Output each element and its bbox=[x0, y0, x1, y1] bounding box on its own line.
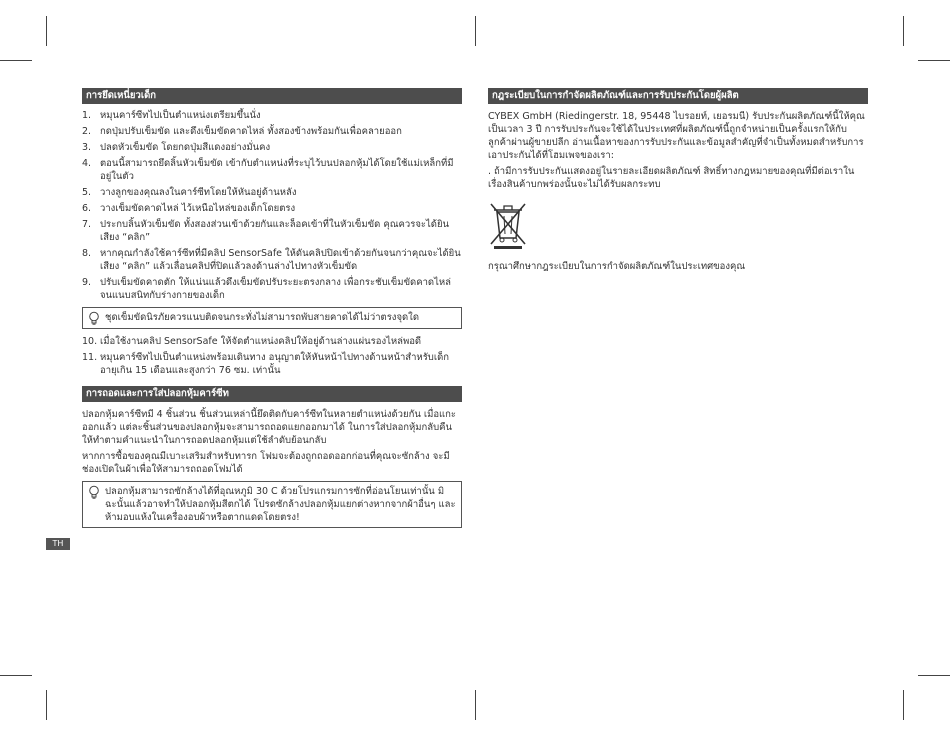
crop-mark bbox=[918, 60, 950, 61]
crop-mark bbox=[46, 16, 47, 46]
crop-mark bbox=[475, 690, 476, 720]
step-text: เมื่อใช้งานคลิป SensorSafe ให้จัดตำแหน่งคลิปให้อยู่ด้านล่างแผ่นรองไหล่พอดี bbox=[100, 336, 422, 347]
step-number: 11. bbox=[82, 352, 98, 363]
step-number: 2. bbox=[82, 126, 92, 137]
step-text: หมุนคาร์ซีทไปเป็นตำแหน่งพร้อมเดินทาง อนุญาตให้หันหน้าไปทางด้านหน้าสำหรับเด็กอายุเกิน 15 เดือนและสูงกว่า 76 ซม. เท่านั้น bbox=[100, 352, 449, 376]
list-item bbox=[82, 186, 462, 199]
warranty-paragraph: CYBEX GmbH (Riedingerstr. 18, 95448 ไบรอยท์, เยอรมนี) รับประกันผลิตภัณฑ์นี้ให้คุณเป็นเวลา 3 ปี การรับประกันจะใช้ได้ในประเทศที่ผลิตภัณฑ์นี้ถูกจำหน่ายเป็นครั้งแรกให้กับลูกค้าผ่านผู้ขายปลีก อ่านเนื้อหาของการรับประกันและข้อมูลสำคัญที่จำเป็นทั้งหมดสำหรับการเอาประกันได้ที่โฮมเพจของเรา: bbox=[488, 111, 865, 161]
section-heading-disposal-warranty: กฎระเบียบในการกำจัดผลิตภัณฑ์และการรับประกันโดยผู้ผลิต bbox=[488, 88, 868, 104]
step-text: กดปุ่มปรับเข็มขัด และดึงเข็มขัดคาดไหล่ ทั้งสองข้างพร้อมกันเพื่อคลายออก bbox=[100, 126, 402, 137]
step-text: ตอนนี้สามารถยึดลิ้นหัวเข็มขัด เข้ากับตำแหน่งที่ระบุไว้บนปลอกหุ้มได้โดยใช้แม่เหล็กที่มีอยู่ในตัว bbox=[100, 158, 454, 182]
list-item bbox=[82, 141, 462, 154]
note-box bbox=[82, 307, 462, 329]
list-item bbox=[82, 335, 462, 348]
crop-mark bbox=[475, 16, 476, 46]
section-heading-child-restraint: การยึดเหนี่ยวเด็ก bbox=[82, 88, 462, 104]
note-box-washing bbox=[82, 481, 462, 528]
list-item bbox=[82, 218, 462, 244]
note-text: ชุดเข็มขัดนิรภัยควรแนบติดจนกระทั่งไม่สามารถพับสายคาดได้ไม่ว่าตรงจุดใด bbox=[105, 312, 419, 323]
crop-mark bbox=[46, 690, 47, 720]
step-text: วางเข็มขัดคาดไหล่ ไว้เหนือไหล่ของเด็กโดยตรง bbox=[100, 203, 296, 214]
step-number: 5. bbox=[82, 187, 92, 198]
warranty-rights-paragraph: . ถ้ามีการรับประกันแสดงอยู่ในรายละเอียดผลิตภัณฑ์ สิทธิ์ทางกฎหมายของคุณที่มีต่อเราในเรื่องสินค้าบกพร่องนั้นจะไม่ได้รับผลกระทบ bbox=[488, 166, 855, 190]
list-item bbox=[82, 109, 462, 122]
cover-paragraph-2: หากการซื้อของคุณมีเบาะเสริมสำหรับทารก โฟมจะต้องถูกถอดออกก่อนที่คุณจะซักล้าง จะมีช่องเปิดในผ้าเพื่อให้สามารถถอดโฟมได้ bbox=[82, 451, 450, 475]
language-tab: TH bbox=[46, 538, 70, 550]
step-number: 7. bbox=[82, 219, 92, 230]
step-text: หมุนคาร์ซีทไปเป็นตำแหน่งเตรียมขึ้นนั่ง bbox=[100, 110, 261, 121]
left-column bbox=[82, 88, 462, 534]
list-item bbox=[82, 125, 462, 138]
list-item bbox=[82, 351, 462, 377]
step-text: ปรับเข็มขัดคาดตัก ให้แน่นแล้วดึงเข็มขัดปรับระยะตรงกลาง เพื่อกระชับเข็มขัดคาดไหล่ จนแนบสนิทกับร่างกายของเด็ก bbox=[100, 277, 451, 301]
step-number: 3. bbox=[82, 142, 92, 153]
step-number: 4. bbox=[82, 158, 92, 169]
step-text: ปลดหัวเข็มขัด โดยกดปุ่มสีแดงอย่างมั่นคง bbox=[100, 142, 271, 153]
cover-paragraph-1: ปลอกหุ้มคาร์ซีทมี 4 ชิ้นส่วน ชิ้นส่วนเหล่านี้ยึดติดกับคาร์ซีทในหลายตำแหน่งด้วยกัน เมื่อแกะออกแล้ว แต่ละชิ้นส่วนของปลอกหุ้มจะสามารถถอดแยกออกมาได้ ในการใส่ปลอกหุ้มกลับคืน ให้ทำตามคำแนะนำในการถอดปลอกหุ้มแต่ใช้ลำดับย้อนกลับ bbox=[82, 409, 457, 446]
crossed-out-bin-icon bbox=[488, 200, 528, 250]
lightbulb-icon bbox=[87, 311, 101, 325]
step-text: ประกบลิ้นหัวเข็มขัด ทั้งสองส่วนเข้าด้วยกันและล็อคเข้าที่ในหัวเข็มขัด คุณควรจะได้ยินเสียง “คลิก” bbox=[100, 219, 449, 243]
step-number: 8. bbox=[82, 248, 92, 259]
crop-mark bbox=[0, 60, 32, 61]
steps-list bbox=[82, 109, 462, 302]
step-number: 9. bbox=[82, 277, 92, 288]
lightbulb-icon bbox=[87, 485, 101, 499]
step-text: วางลูกของคุณลงในคาร์ซีทโดยให้หันอยู่ด้านหลัง bbox=[100, 187, 297, 198]
list-item bbox=[82, 247, 462, 273]
step-number: 6. bbox=[82, 203, 92, 214]
crop-mark bbox=[903, 690, 904, 720]
step-text: หากคุณกำลังใช้คาร์ซีทที่มีคลิป SensorSafe ให้ดันคลิปปิดเข้าด้วยกันจนกว่าคุณจะได้ยินเสียง “คลิก” แล้วเลื่อนคลิปที่ปิดแล้วลงด้านล่างไปทางหัวเข็มขัด bbox=[100, 248, 461, 272]
crop-mark bbox=[918, 675, 950, 676]
list-item bbox=[82, 202, 462, 215]
crop-mark bbox=[0, 675, 32, 676]
disposal-paragraph: กรุณาศึกษากฎระเบียบในการกำจัดผลิตภัณฑ์ในประเทศของคุณ bbox=[488, 261, 746, 272]
note-text: ปลอกหุ้มสามารถซักล้างได้ที่อุณหภูมิ 30 C ด้วยโปรแกรมการซักที่อ่อนโยนเท่านั้น มิฉะนั้นแล้วอาจทำให้ปลอกหุ้มสีตกได้ โปรดซักล้างปลอกหุ้มแยกต่างหากจากผ้าอื่นๆ และห้ามอบแห้งในเครื่องอบผ้าหรือตากแดดโดยตรง! bbox=[105, 486, 456, 523]
steps-list-continued bbox=[82, 335, 462, 377]
section-heading-cover-removal: การถอดและการใส่ปลอกหุ้มคาร์ซีท bbox=[82, 386, 462, 402]
crop-mark bbox=[903, 16, 904, 46]
step-number: 10. bbox=[82, 336, 98, 347]
list-item bbox=[82, 157, 462, 183]
right-column bbox=[488, 88, 868, 276]
step-number: 1. bbox=[82, 110, 92, 121]
list-item bbox=[82, 276, 462, 302]
